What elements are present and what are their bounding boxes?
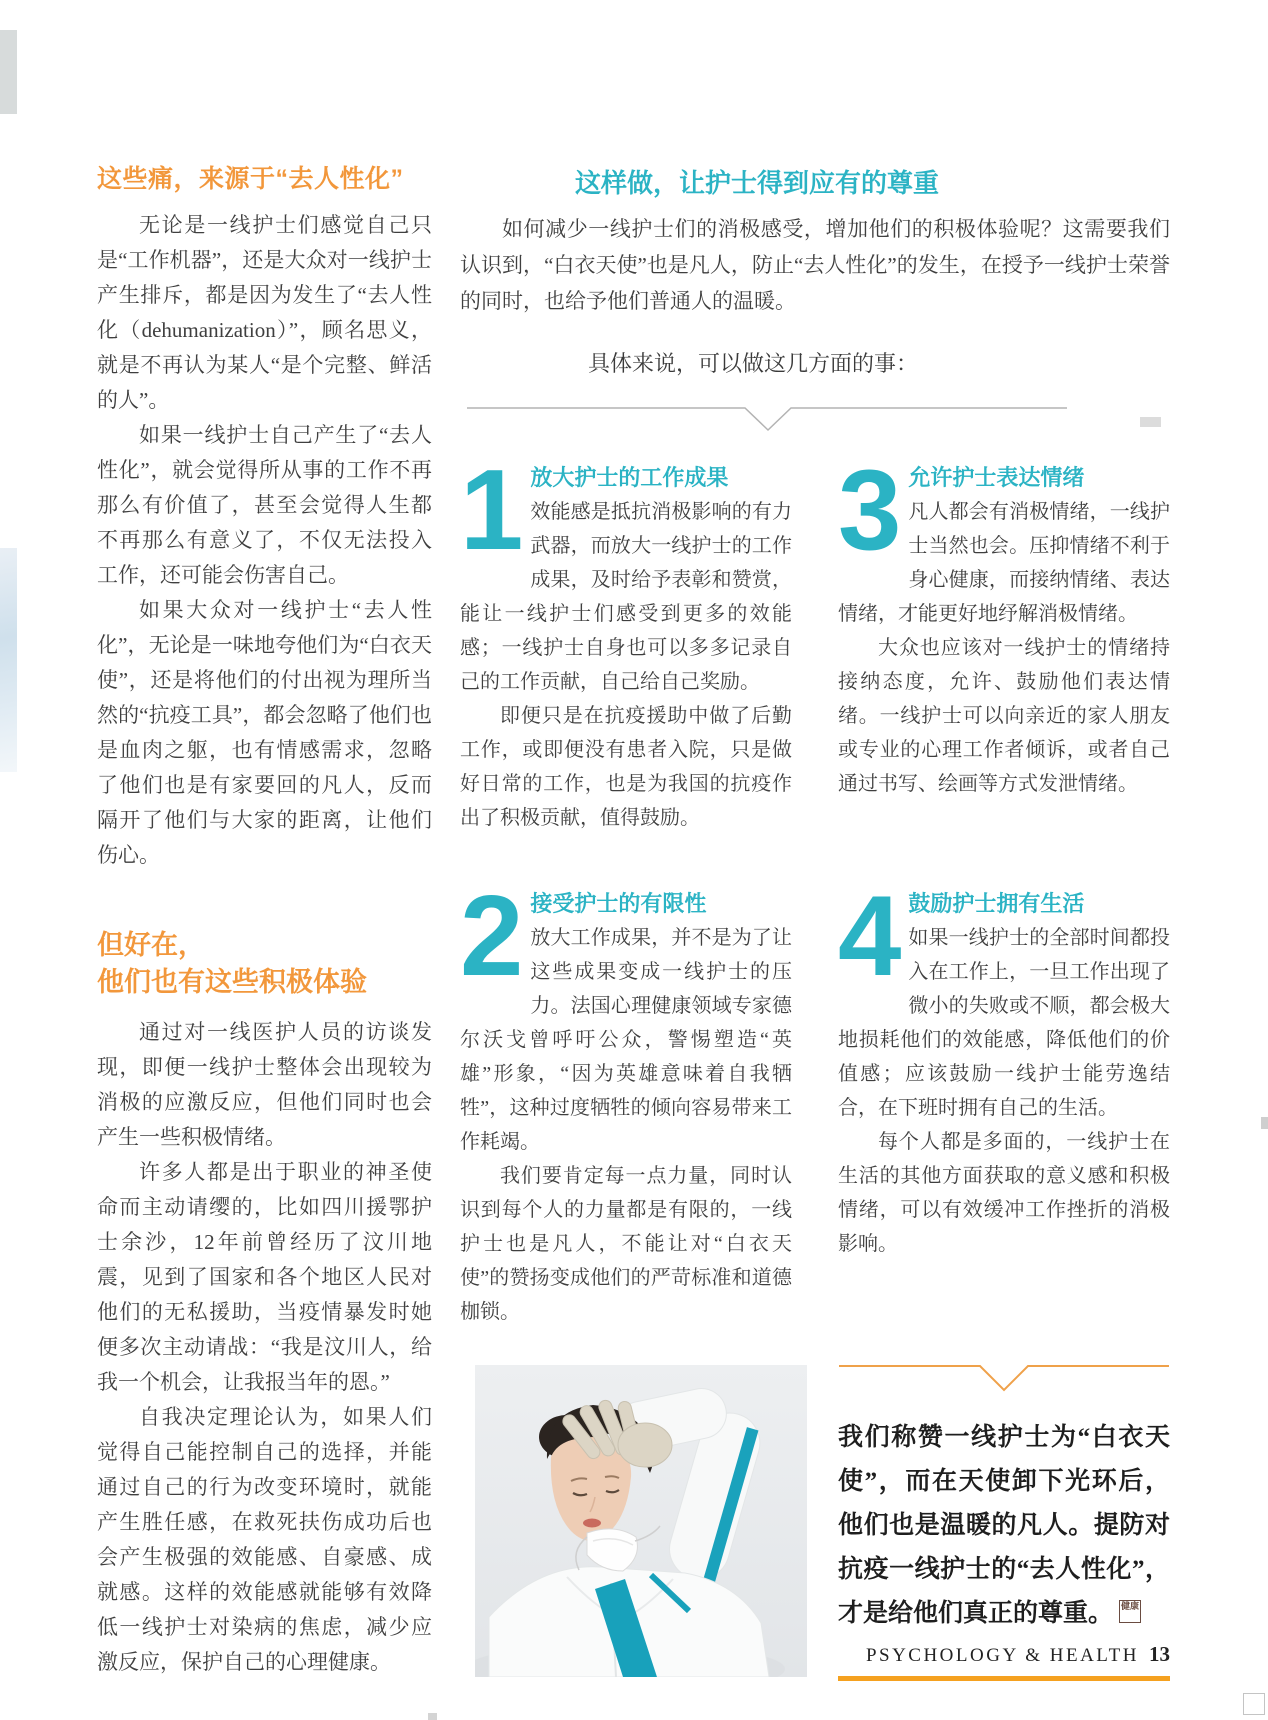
photo-quote-row: [460, 1365, 1170, 1681]
section-number: 2: [460, 873, 519, 1000]
section-2: [460, 873, 792, 1329]
page-footer: [866, 1642, 1170, 1667]
section-4: [838, 873, 1170, 1329]
left-column: [97, 163, 432, 1680]
print-artifact: [0, 548, 17, 772]
section-paragraph: 每个人都是多面的，一线护士在生活的其他方面获取的意义感和积极情绪，可以有效缓冲工作挫折的消极影响。: [838, 1131, 1170, 1255]
body-paragraph: 许多人都是出于职业的神圣使命而主动请缨的，比如四川援鄂护士余沙，12年前曾经历了汶川地震，见到了国家和各个地区人民对他们的无私援助，当疫情暴发时她便多次主动请战：“我是汶川人，给我一个机会，让我报当年的恩。”: [97, 1160, 432, 1394]
page-number: 13: [1149, 1642, 1170, 1666]
print-artifact: [1261, 1117, 1268, 1129]
section-title: 允许护士表达情绪: [908, 465, 1085, 490]
section-title: 放大护士的工作成果: [530, 465, 729, 490]
section-paragraph: 如果一线护士的全部时间都投入在工作上，一旦工作出现了微小的失败或不顺，都会极大地损耗他们的效能感，降低他们的价值感；应该鼓励一线护士能劳逸结合，在下班时拥有自己的生活。: [838, 927, 1170, 1119]
chevron-divider-icon: [460, 407, 1170, 433]
nurse-photo: [475, 1365, 807, 1677]
body-paragraph: 如果大众对一线护士“去人性化”，无论是一味地夸他们为“白衣天使”，还是将他们的付出视为理所当然的“抗疫工具”，都会忽略了他们也是血肉之躯，也有情感需求，忽略了他们也是有家要回的凡人，反而隔开了他们与大家的距离，让他们伤心。: [97, 598, 432, 867]
article-heading-pain: 这些痛，来源于“去人性化”: [97, 165, 404, 193]
section-title: 鼓励护士拥有生活: [908, 891, 1085, 916]
journal-name: PSYCHOLOGY & HEALTH: [865, 1645, 1139, 1666]
section-paragraph: 我们要肯定每一点力量，同时认识到每个人的力量都是有限的，一线护士也是凡人，不能让对“白衣天使”的赞扬变成他们的严苛标准和道德枷锁。: [460, 1165, 792, 1323]
lead-text: 具体来说，可以做这几方面的事：: [587, 351, 918, 376]
orange-rule: [838, 1676, 1170, 1681]
pull-quote-column: [838, 1365, 1170, 1681]
section-title: 接受护士的有限性: [530, 891, 707, 916]
pull-quote: [838, 1416, 1170, 1636]
print-artifact: [1243, 1693, 1265, 1715]
intro-paragraph: 如何减少一线护士们的消极感受，增加他们的积极体验呢？这需要我们认识到，“白衣天使”也是凡人，防止“去人性化”的发生，在授予一线护士荣誉的同时，也给予他们普通人的温暖。: [460, 217, 1170, 313]
article-heading-positive: [97, 927, 432, 1001]
orange-chevron-divider-icon: [838, 1365, 1170, 1393]
section-1: [460, 447, 792, 835]
article-end-seal-icon: 健康: [1119, 1600, 1141, 1623]
section-3: [838, 447, 1170, 835]
body-paragraph: 如果一线护士自己产生了“去人性化”，就会觉得所从事的工作不再那么有价值了，甚至会觉得人生都不再那么有意义了，不仅无法投入工作，还可能会伤害自己。: [97, 423, 432, 587]
print-artifact: [428, 1713, 437, 1720]
section-paragraph: 放大工作成果，并不是为了让这些成果变成一线护士的压力。法国心理健康领域专家德尔沃戈曾呼吁公众，警惕塑造“英雄”形象，“因为英雄意味着自我牺牲”，这种过度牺牲的倾向容易带来工作耗竭。: [460, 927, 792, 1153]
section-number: 4: [838, 873, 897, 1000]
pull-quote-text: 我们称赞一线护士为“白衣天使”，而在天使卸下光环后，他们也是温暖的凡人。提防对抗疫一线护士的“去人性化”，才是给他们真正的尊重。: [838, 1424, 1170, 1627]
main-article-area: [460, 165, 1170, 1681]
print-artifact: [0, 30, 17, 114]
body-paragraph: 无论是一线护士们感觉自己只是“工作机器”，还是大众对一线护士产生排斥，都是因为发生了“去人性化（dehumanization）”，顾名思义，就是不再认为某人“是个完整、鲜活的人”。: [97, 213, 432, 412]
section-number: 1: [460, 447, 519, 574]
main-heading: 这样做，让护士得到应有的尊重: [574, 168, 939, 198]
section-paragraph: 效能感是抵抗消极影响的有力武器，而放大一线护士的工作成果，及时给予表彰和赞赏，能让一线护士们感受到更多的效能感；一线护士自身也可以多多记录自己的工作贡献，自己给自己奖励。: [460, 501, 792, 693]
section-paragraph: 凡人都会有消极情绪，一线护士当然也会。压抑情绪不利于身心健康，而接纳情绪、表达情绪，才能更好地纾解消极情绪。: [838, 501, 1170, 625]
section-paragraph: 大众也应该对一线护士的情绪持接纳态度，允许、鼓励他们表达情绪。一线护士可以向亲近的家人朋友或专业的心理工作者倾诉，或者自己通过书写、绘画等方式发泄情绪。: [838, 637, 1170, 795]
body-paragraph: 通过对一线医护人员的访谈发现，即便一线护士整体会出现较为消极的应激反应，但他们同时也会产生一些积极情绪。: [97, 1020, 432, 1149]
heading-line: 他们也有这些积极体验: [97, 967, 367, 997]
section-paragraph: 即便只是在抗疫援助中做了后勤工作，或即便没有患者入院，只是做好日常的工作，也是为我国的抗疫作出了积极贡献，值得鼓励。: [460, 705, 792, 829]
sections-row-2: [460, 873, 1170, 1329]
section-number: 3: [838, 447, 897, 574]
heading-line: 但好在，: [97, 930, 205, 960]
sections-row-1: [460, 447, 1170, 835]
body-paragraph: 自我决定理论认为，如果人们觉得自己能控制自己的选择，并能通过自己的行为改变环境时，就能产生胜任感，在救死扶伤成功后也会产生极强的效能感、自豪感、成就感。这样的效能感就能够有效降低一线护士对染病的焦虑，减少应激反应，保护自己的心理健康。: [97, 1405, 432, 1674]
